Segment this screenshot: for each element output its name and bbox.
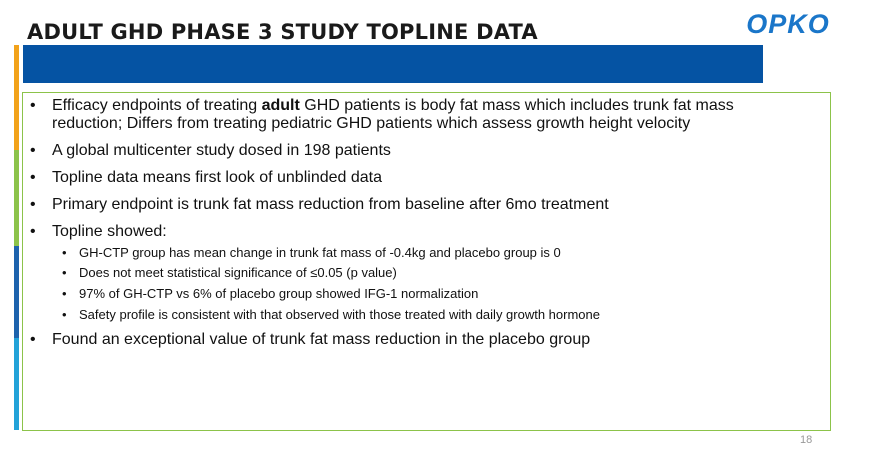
sub-bullet-dot: •	[62, 245, 67, 260]
page-number: 18	[800, 434, 813, 446]
sub-bullet-text: Does not meet statistical significance of ≤0.05 (p value)	[79, 265, 397, 280]
bullet-text: Efficacy endpoints of treating adult GHD patients is body fat mass which includes trunk fat mass	[52, 97, 734, 114]
bullet-text: Primary endpoint is trunk fat mass reduction from baseline after 6mo treatment	[52, 196, 609, 213]
side-strip-green	[14, 150, 19, 246]
sub-bullet-text: Safety profile is consistent with that observed with those treated with daily growth hormone	[79, 307, 600, 322]
bullet-text: A global multicenter study dosed in 198 patients	[52, 142, 391, 159]
side-strip-orange	[14, 45, 19, 150]
slide-title: ADULT GHD PHASE 3 STUDY TOPLINE DATA	[27, 20, 538, 44]
sub-bullet-text: 97% of GH-CTP vs 6% of placebo group showed IFG-1 normalization	[79, 286, 479, 301]
bullet-dot: •	[30, 142, 36, 159]
sub-bullet-dot: •	[62, 286, 67, 301]
bullet-dot: •	[30, 223, 36, 240]
side-strip-blue	[14, 246, 19, 338]
bold-adult: adult	[261, 97, 300, 114]
side-strip-cyan	[14, 338, 19, 430]
bullet-dot: •	[30, 97, 36, 114]
content-box	[22, 92, 831, 431]
header-bar	[23, 45, 763, 83]
sub-bullet-dot: •	[62, 307, 67, 322]
bullet-text: Found an exceptional value of trunk fat mass reduction in the placebo group	[52, 331, 591, 348]
logo-text: OPKO	[746, 10, 830, 36]
opko-logo	[733, 10, 843, 36]
bullet-text: Topline showed:	[52, 223, 167, 240]
bullet-dot: •	[30, 196, 36, 213]
bullet-text: reduction; Differs from treating pediatric GHD patients which assess growth height velocity	[52, 115, 691, 132]
bullet-text: Topline data means first look of unblinded data	[52, 169, 382, 186]
bullet-dot: •	[30, 331, 36, 348]
sub-bullet-dot: •	[62, 265, 67, 280]
sub-bullet-text: GH-CTP group has mean change in trunk fat mass of -0.4kg and placebo group is 0	[79, 245, 561, 260]
bullet-dot: •	[30, 169, 36, 186]
